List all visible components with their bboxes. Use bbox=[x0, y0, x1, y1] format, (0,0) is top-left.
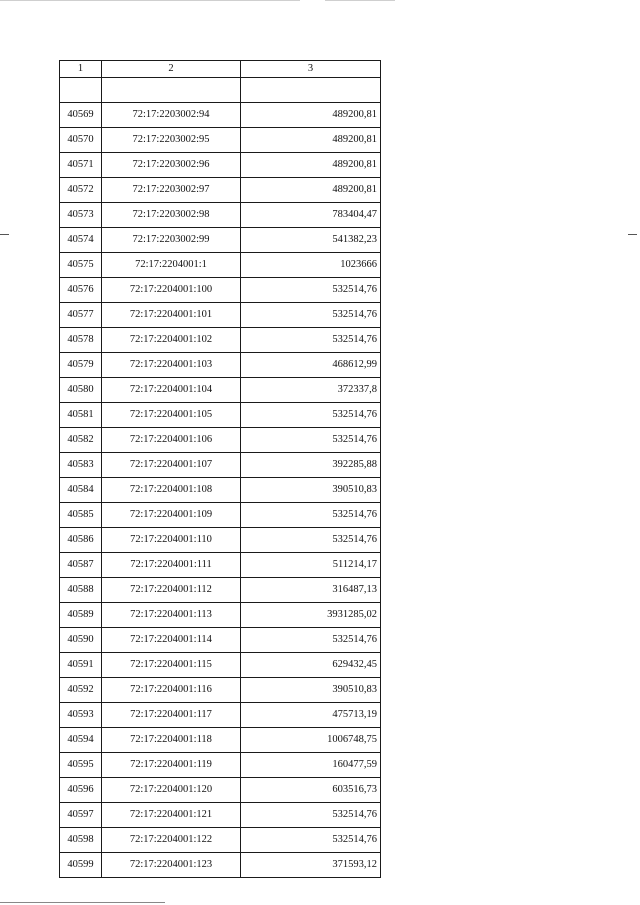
table-row bbox=[60, 753, 381, 778]
cadastral-value-cell: 532514,76 bbox=[241, 803, 381, 828]
row-number-cell: 40577 bbox=[60, 303, 102, 328]
cadastral-number-cell: 72:17:2204001:119 bbox=[102, 753, 241, 778]
row-number-cell: 40595 bbox=[60, 753, 102, 778]
row-number-cell: 40588 bbox=[60, 578, 102, 603]
header-gap-row bbox=[60, 78, 381, 103]
cadastral-value-cell: 3931285,02 bbox=[241, 603, 381, 628]
table-row bbox=[60, 778, 381, 803]
table-row bbox=[60, 253, 381, 278]
cadastral-number-cell: 72:17:2204001:107 bbox=[102, 453, 241, 478]
table-row bbox=[60, 603, 381, 628]
table-row bbox=[60, 678, 381, 703]
cadastral-value-table bbox=[59, 60, 381, 878]
table-row bbox=[60, 103, 381, 128]
row-number-cell: 40569 bbox=[60, 103, 102, 128]
table-row bbox=[60, 503, 381, 528]
table-row bbox=[60, 178, 381, 203]
cadastral-value-cell: 390510,83 bbox=[241, 478, 381, 503]
row-number-cell: 40574 bbox=[60, 228, 102, 253]
gap-cell bbox=[241, 78, 381, 103]
cadastral-value-cell: 532514,76 bbox=[241, 278, 381, 303]
column-header-1: 1 bbox=[60, 61, 102, 78]
cadastral-value-cell: 1006748,75 bbox=[241, 728, 381, 753]
cadastral-value-cell: 603516,73 bbox=[241, 778, 381, 803]
row-number-cell: 40591 bbox=[60, 653, 102, 678]
cadastral-value-cell: 489200,81 bbox=[241, 153, 381, 178]
table-row bbox=[60, 128, 381, 153]
table-row bbox=[60, 353, 381, 378]
table-row bbox=[60, 528, 381, 553]
row-number-cell: 40572 bbox=[60, 178, 102, 203]
row-number-cell: 40584 bbox=[60, 478, 102, 503]
column-header-2: 2 bbox=[102, 61, 241, 78]
cadastral-value-cell: 1023666 bbox=[241, 253, 381, 278]
table-row bbox=[60, 228, 381, 253]
table-row bbox=[60, 703, 381, 728]
cadastral-value-cell: 532514,76 bbox=[241, 528, 381, 553]
cadastral-number-cell: 72:17:2204001:109 bbox=[102, 503, 241, 528]
cadastral-value-cell: 371593,12 bbox=[241, 853, 381, 878]
cadastral-value-cell: 489200,81 bbox=[241, 103, 381, 128]
gap-cell bbox=[102, 78, 241, 103]
cadastral-number-cell: 72:17:2204001:105 bbox=[102, 403, 241, 428]
cadastral-number-cell: 72:17:2204001:123 bbox=[102, 853, 241, 878]
cadastral-value-cell: 532514,76 bbox=[241, 303, 381, 328]
left-edge-mark bbox=[0, 234, 9, 235]
cadastral-number-cell: 72:17:2203002:97 bbox=[102, 178, 241, 203]
row-number-cell: 40589 bbox=[60, 603, 102, 628]
cadastral-number-cell: 72:17:2204001:1 bbox=[102, 253, 241, 278]
table-row bbox=[60, 803, 381, 828]
row-number-cell: 40583 bbox=[60, 453, 102, 478]
row-number-cell: 40578 bbox=[60, 328, 102, 353]
table-row bbox=[60, 853, 381, 878]
row-number-cell: 40599 bbox=[60, 853, 102, 878]
cadastral-value-cell: 532514,76 bbox=[241, 428, 381, 453]
row-number-cell: 40585 bbox=[60, 503, 102, 528]
table-row bbox=[60, 553, 381, 578]
row-number-cell: 40598 bbox=[60, 828, 102, 853]
cadastral-number-cell: 72:17:2204001:112 bbox=[102, 578, 241, 603]
table-row bbox=[60, 453, 381, 478]
cadastral-number-cell: 72:17:2204001:113 bbox=[102, 603, 241, 628]
cadastral-number-cell: 72:17:2204001:120 bbox=[102, 778, 241, 803]
cadastral-number-cell: 72:17:2204001:108 bbox=[102, 478, 241, 503]
table-row bbox=[60, 303, 381, 328]
cadastral-number-cell: 72:17:2203002:98 bbox=[102, 203, 241, 228]
cadastral-value-cell: 783404,47 bbox=[241, 203, 381, 228]
cadastral-number-cell: 72:17:2204001:118 bbox=[102, 728, 241, 753]
row-number-cell: 40597 bbox=[60, 803, 102, 828]
row-number-cell: 40579 bbox=[60, 353, 102, 378]
cadastral-number-cell: 72:17:2204001:104 bbox=[102, 378, 241, 403]
row-number-cell: 40582 bbox=[60, 428, 102, 453]
table-row bbox=[60, 278, 381, 303]
cadastral-value-cell: 629432,45 bbox=[241, 653, 381, 678]
table-row bbox=[60, 203, 381, 228]
row-number-cell: 40576 bbox=[60, 278, 102, 303]
table-row bbox=[60, 828, 381, 853]
cadastral-value-cell: 160477,59 bbox=[241, 753, 381, 778]
top-scan-line-right bbox=[325, 0, 395, 1]
table-row bbox=[60, 628, 381, 653]
table-row bbox=[60, 153, 381, 178]
cadastral-value-cell: 316487,13 bbox=[241, 578, 381, 603]
cadastral-number-cell: 72:17:2204001:101 bbox=[102, 303, 241, 328]
cadastral-number-cell: 72:17:2204001:114 bbox=[102, 628, 241, 653]
column-header-3: 3 bbox=[241, 61, 381, 78]
table-row bbox=[60, 328, 381, 353]
cadastral-number-cell: 72:17:2204001:100 bbox=[102, 278, 241, 303]
cadastral-value-cell: 392285,88 bbox=[241, 453, 381, 478]
row-number-cell: 40575 bbox=[60, 253, 102, 278]
cadastral-number-cell: 72:17:2204001:121 bbox=[102, 803, 241, 828]
cadastral-value-cell: 511214,17 bbox=[241, 553, 381, 578]
table-row bbox=[60, 378, 381, 403]
cadastral-value-cell: 532514,76 bbox=[241, 628, 381, 653]
right-edge-mark bbox=[628, 234, 637, 235]
cadastral-number-cell: 72:17:2204001:111 bbox=[102, 553, 241, 578]
cadastral-number-cell: 72:17:2204001:116 bbox=[102, 678, 241, 703]
cadastral-number-cell: 72:17:2203002:94 bbox=[102, 103, 241, 128]
cadastral-number-cell: 72:17:2203002:96 bbox=[102, 153, 241, 178]
cadastral-value-cell: 489200,81 bbox=[241, 178, 381, 203]
row-number-cell: 40571 bbox=[60, 153, 102, 178]
cadastral-value-cell: 532514,76 bbox=[241, 828, 381, 853]
cadastral-value-cell: 372337,8 bbox=[241, 378, 381, 403]
cadastral-number-cell: 72:17:2204001:102 bbox=[102, 328, 241, 353]
table-row bbox=[60, 428, 381, 453]
cadastral-number-cell: 72:17:2204001:110 bbox=[102, 528, 241, 553]
cadastral-value-cell: 468612,99 bbox=[241, 353, 381, 378]
row-number-cell: 40573 bbox=[60, 203, 102, 228]
bottom-scan-line bbox=[0, 902, 165, 903]
row-number-cell: 40593 bbox=[60, 703, 102, 728]
cadastral-value-cell: 390510,83 bbox=[241, 678, 381, 703]
cadastral-value-cell: 532514,76 bbox=[241, 503, 381, 528]
cadastral-number-cell: 72:17:2204001:115 bbox=[102, 653, 241, 678]
cadastral-number-cell: 72:17:2204001:117 bbox=[102, 703, 241, 728]
row-number-cell: 40596 bbox=[60, 778, 102, 803]
table-row bbox=[60, 478, 381, 503]
table-body bbox=[60, 78, 381, 878]
cadastral-number-cell: 72:17:2204001:106 bbox=[102, 428, 241, 453]
table-header-row bbox=[60, 61, 381, 78]
row-number-cell: 40580 bbox=[60, 378, 102, 403]
row-number-cell: 40594 bbox=[60, 728, 102, 753]
cadastral-value-cell: 532514,76 bbox=[241, 403, 381, 428]
row-number-cell: 40581 bbox=[60, 403, 102, 428]
cadastral-number-cell: 72:17:2203002:99 bbox=[102, 228, 241, 253]
table-row bbox=[60, 578, 381, 603]
row-number-cell: 40570 bbox=[60, 128, 102, 153]
cadastral-number-cell: 72:17:2203002:95 bbox=[102, 128, 241, 153]
table-row bbox=[60, 728, 381, 753]
row-number-cell: 40587 bbox=[60, 553, 102, 578]
cadastral-value-cell: 489200,81 bbox=[241, 128, 381, 153]
table-row bbox=[60, 403, 381, 428]
top-scan-line-left bbox=[0, 0, 300, 1]
row-number-cell: 40592 bbox=[60, 678, 102, 703]
cadastral-value-cell: 541382,23 bbox=[241, 228, 381, 253]
gap-cell bbox=[60, 78, 102, 103]
row-number-cell: 40590 bbox=[60, 628, 102, 653]
cadastral-value-cell: 532514,76 bbox=[241, 328, 381, 353]
table-row bbox=[60, 653, 381, 678]
cadastral-number-cell: 72:17:2204001:103 bbox=[102, 353, 241, 378]
cadastral-number-cell: 72:17:2204001:122 bbox=[102, 828, 241, 853]
row-number-cell: 40586 bbox=[60, 528, 102, 553]
cadastral-value-cell: 475713,19 bbox=[241, 703, 381, 728]
